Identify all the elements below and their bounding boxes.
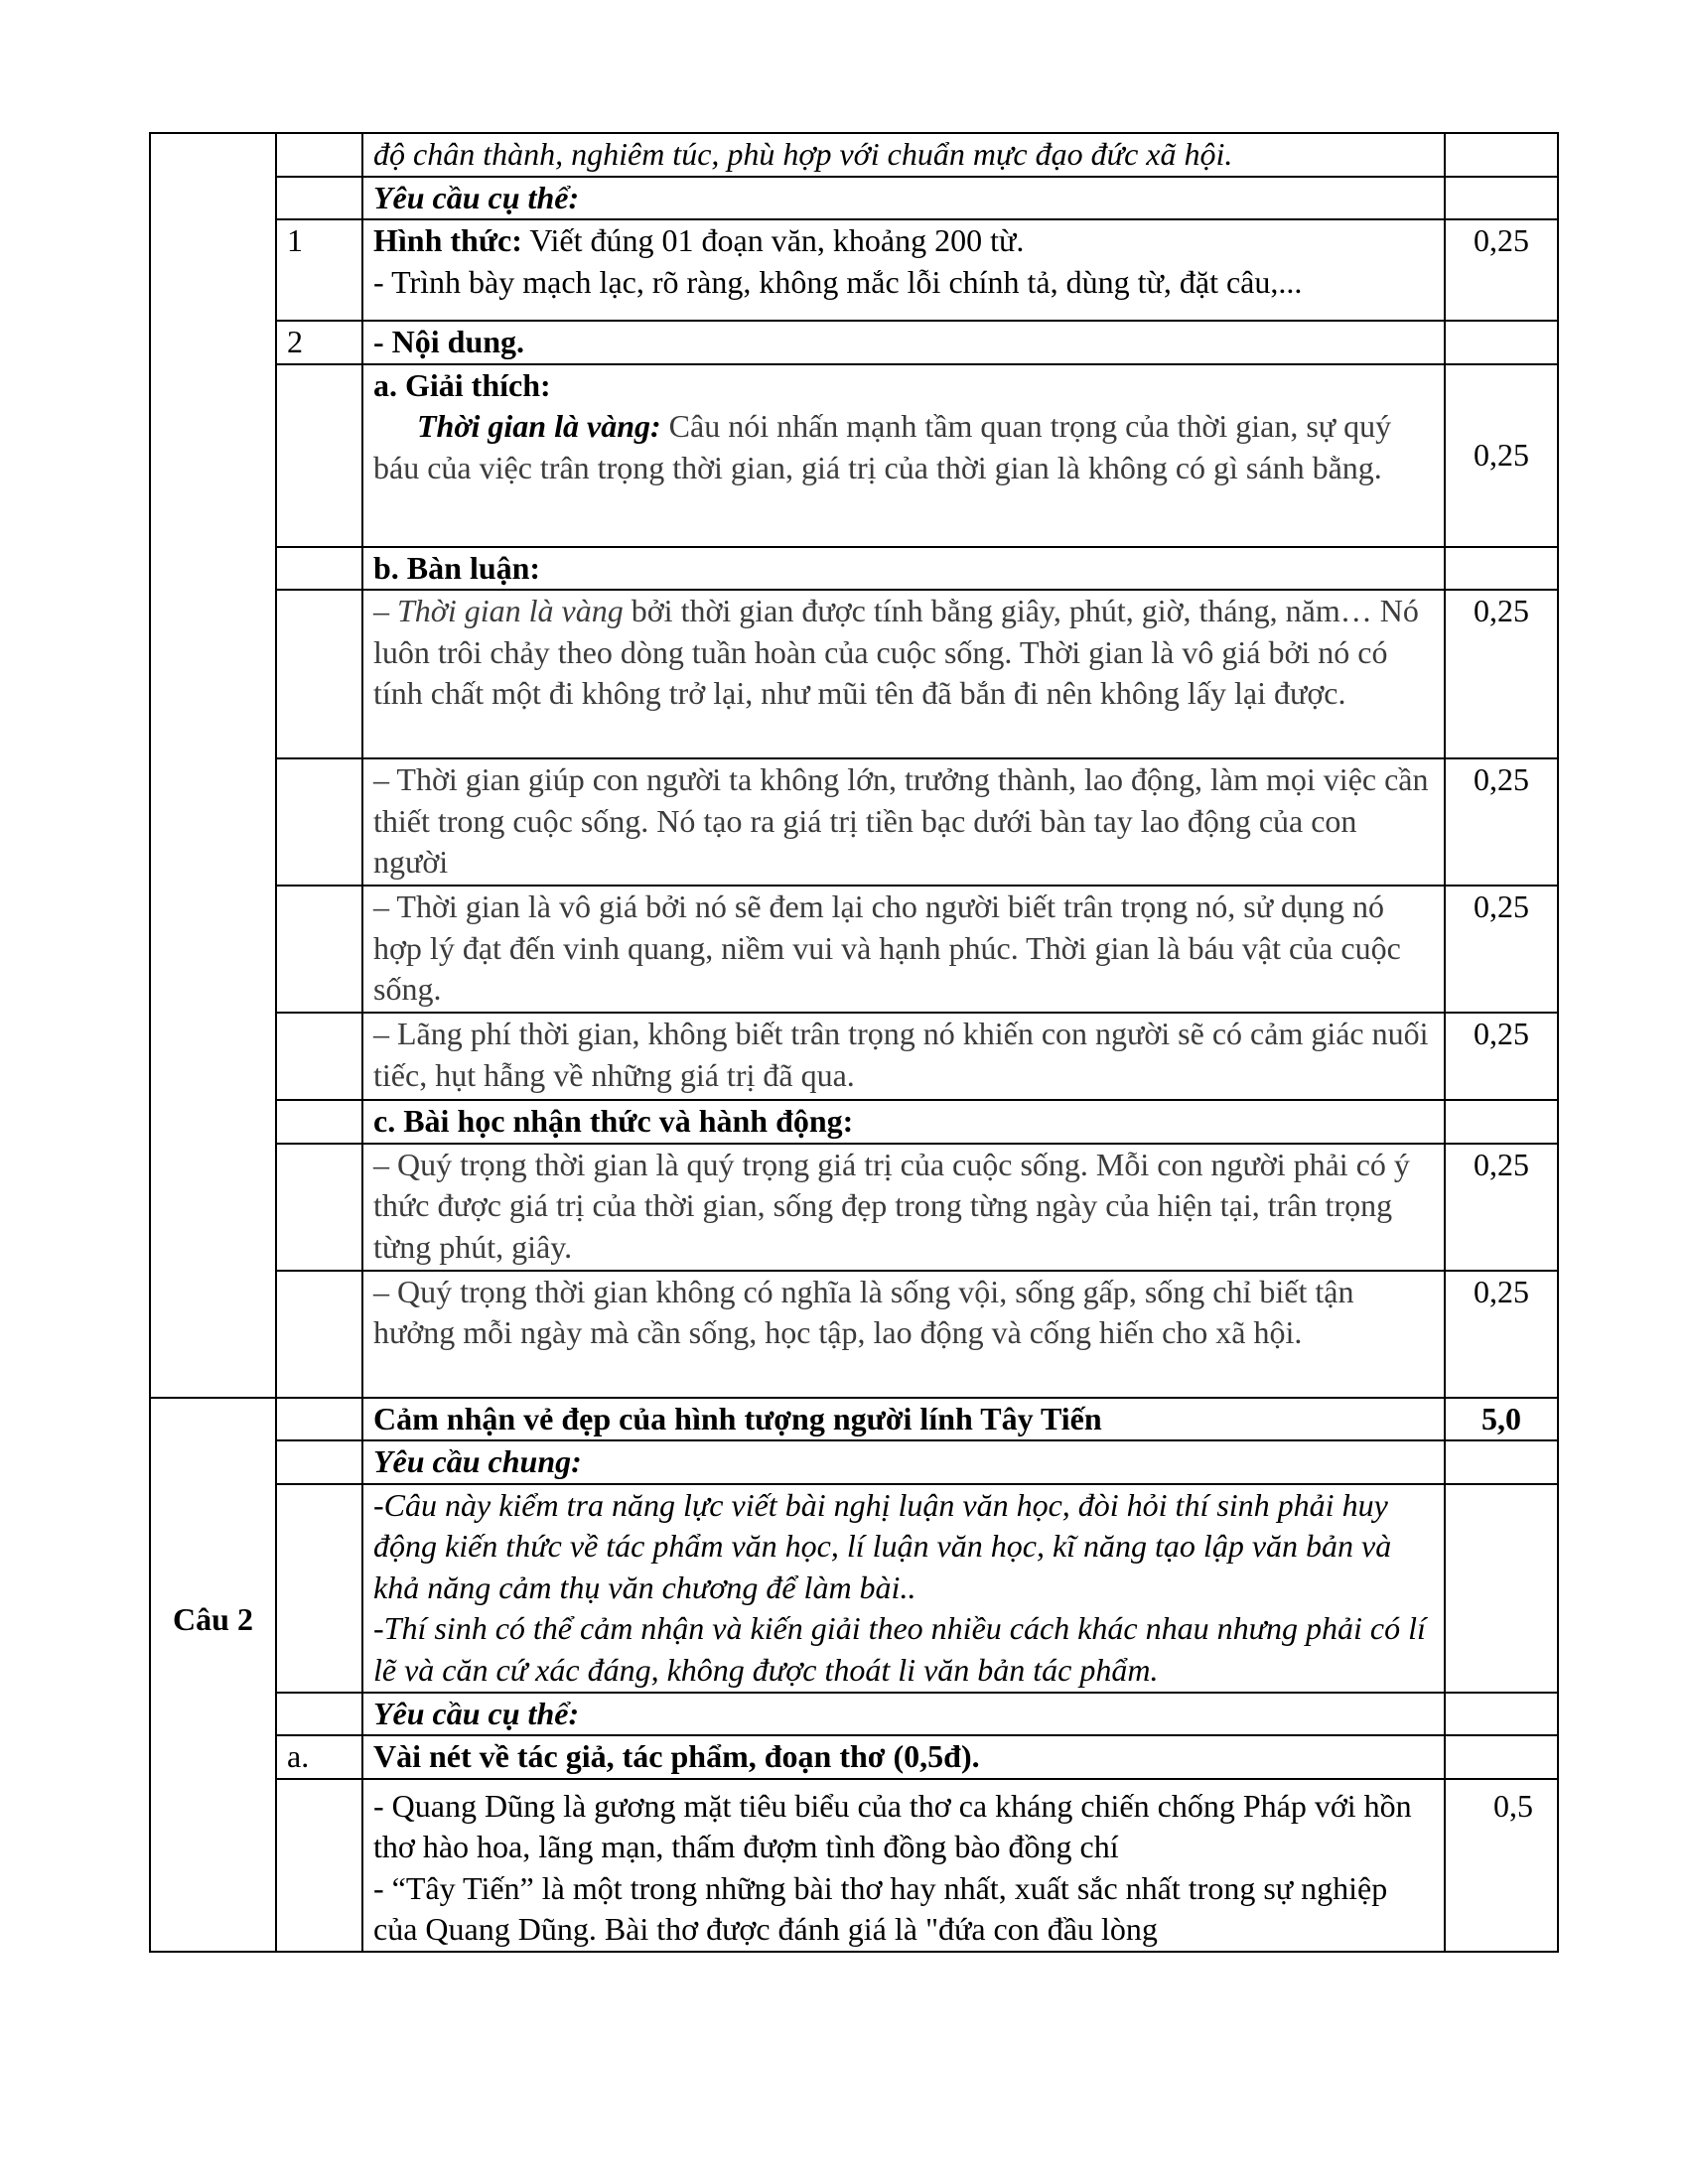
answer-key-page	[149, 132, 1557, 1953]
question-label: Câu 2	[173, 1600, 253, 1637]
table-row	[150, 1693, 1558, 1736]
score-cell	[1445, 1271, 1558, 1398]
dash: –	[373, 593, 397, 628]
content-cell	[362, 1271, 1445, 1398]
table-row	[150, 1484, 1558, 1693]
content-text: bởi thời gian được tính bằng giây, phút, giờ, tháng, năm… Nó luôn trôi chảy theo dòng tuần hoàn của cuộc sống. Thời gian là vô giá bởi nó có tính chất một đi không trở lại, như mũi tên đã bắn đi nên không lấy lại được.	[373, 593, 1419, 711]
number-cell	[276, 1398, 362, 1441]
score-cell	[1445, 547, 1558, 591]
section-heading: Yêu cầu chung:	[373, 1443, 582, 1479]
content-text: - Trình bày mạch lạc, rõ ràng, không mắc lỗi chính tả, dùng từ, đặt câu,...	[373, 263, 1303, 300]
number-cell	[276, 177, 362, 220]
section-heading: b. Bàn luận:	[373, 549, 541, 586]
score-cell	[1445, 1779, 1558, 1952]
content-cell	[362, 1440, 1445, 1484]
content-text: độ chân thành, nghiêm túc, phù hợp với chuẩn mực đạo đức xã hội.	[373, 136, 1233, 172]
content-cell	[362, 1693, 1445, 1736]
table-row	[150, 758, 1558, 886]
item-number: 1	[287, 222, 303, 258]
quote-phrase: Thời gian là vàng:	[417, 408, 661, 444]
content-cell	[362, 886, 1445, 1013]
score-cell	[1445, 133, 1558, 177]
score-cell	[1445, 321, 1558, 364]
content-cell	[362, 547, 1445, 591]
question-title: Cảm nhận vẻ đẹp của hình tượng người lính Tây Tiến	[373, 1400, 1102, 1436]
content-text: – Quý trọng thời gian là quý trọng giá trị của cuộc sống. Mỗi con người phải có ý thức được giá trị của thời gian, sống đẹp trong từng ngày của hiện tại, trân trọng từng phút, giây.	[373, 1146, 1410, 1265]
score-value: 5,0	[1481, 1400, 1521, 1436]
table-row	[150, 886, 1558, 1013]
section-heading: Yêu cầu cụ thể:	[373, 179, 580, 215]
number-cell	[276, 1779, 362, 1952]
score-cell	[1445, 219, 1558, 321]
score-cell	[1445, 177, 1558, 220]
content-text: Câu nói nhấn mạnh tầm quan trọng của thời gian, sự quý báu của việc trân trọng thời gian, giá trị của thời gian là không có gì sánh bằng.	[373, 408, 1392, 485]
form-heading: Hình thức:	[373, 222, 522, 258]
score-value: 0,25	[1474, 1146, 1529, 1182]
score-cell	[1445, 1440, 1558, 1484]
number-cell	[276, 590, 362, 758]
number-cell	[276, 1440, 362, 1484]
score-cell	[1445, 1735, 1558, 1779]
section-heading: Yêu cầu cụ thể:	[373, 1695, 580, 1731]
score-cell	[1445, 1144, 1558, 1271]
score-value: 0,25	[1474, 222, 1529, 258]
score-cell	[1445, 1013, 1558, 1100]
score-value: 0,25	[1474, 888, 1529, 924]
score-value: 0,25	[1474, 761, 1529, 797]
score-cell	[1445, 886, 1558, 1013]
section-heading: c. Bài học nhận thức và hành động:	[373, 1103, 854, 1139]
content-text: -Câu này kiểm tra năng lực viết bài nghị luận văn học, đòi hỏi thí sinh phải huy động kiến thức về tác phẩm văn học, lí luận văn học, kĩ năng tạo lập văn bản và khả năng cảm thụ văn chương để làm bài..	[373, 1486, 1392, 1605]
content-cell	[362, 758, 1445, 886]
question-cell-1	[150, 133, 276, 1398]
content-text: Viết đúng 01 đoạn văn, khoảng 200 từ.	[521, 222, 1025, 258]
content-cell	[362, 219, 1445, 321]
content-text: – Thời gian giúp con người ta không lớn, trưởng thành, lao động, làm mọi việc cần thiết trong cuộc sống. Nó tạo ra giá trị tiền bạc dưới bàn tay lao động của con người	[373, 761, 1429, 880]
number-cell	[276, 758, 362, 886]
number-cell	[276, 1013, 362, 1100]
item-number: a.	[287, 1738, 310, 1774]
content-text: - Quang Dũng là gương mặt tiêu biểu của thơ ca kháng chiến chống Pháp với hồn thơ hào hoa, lãng mạn, thấm đượm tình đồng bào đồng chí	[373, 1787, 1412, 1864]
table-row	[150, 1779, 1558, 1952]
score-cell	[1445, 1484, 1558, 1693]
number-cell	[276, 1693, 362, 1736]
item-number: 2	[287, 324, 303, 359]
table-row	[150, 321, 1558, 364]
table-row	[150, 219, 1558, 321]
quote-phrase: Thời gian là vàng	[397, 593, 624, 628]
score-value: 0,25	[1474, 1273, 1529, 1309]
content-text: – Lãng phí thời gian, không biết trân trọng nó khiến con người sẽ có cảm giác nuối tiếc, hụt hẫng về những giá trị đã qua.	[373, 1016, 1429, 1093]
section-heading: a. Giải thích:	[373, 366, 551, 403]
content-text: -Thí sinh có thể cảm nhận và kiến giải theo nhiều cách khác nhau nhưng phải có lí lẽ và căn cứ xác đáng, không được thoát li văn bản tác phẩm.	[373, 1610, 1426, 1688]
score-value: 0,5	[1493, 1787, 1533, 1824]
score-cell	[1445, 590, 1558, 758]
number-cell	[276, 1735, 362, 1779]
table-row	[150, 1398, 1558, 1441]
score-cell	[1445, 758, 1558, 886]
number-cell	[276, 133, 362, 177]
content-cell	[362, 133, 1445, 177]
content-cell	[362, 1013, 1445, 1100]
content-cell	[362, 1484, 1445, 1693]
number-cell	[276, 547, 362, 591]
score-value: 0,25	[1474, 436, 1529, 473]
content-cell	[362, 321, 1445, 364]
table-row	[150, 1271, 1558, 1398]
question-cell-2	[150, 1398, 276, 1952]
table-row	[150, 364, 1558, 547]
number-cell	[276, 1100, 362, 1144]
score-cell	[1445, 1100, 1558, 1144]
number-cell	[276, 1484, 362, 1693]
number-cell	[276, 219, 362, 321]
content-cell	[362, 590, 1445, 758]
section-heading: Vài nét về tác giả, tác phẩm, đoạn thơ (0,5đ).	[373, 1738, 980, 1774]
score-cell	[1445, 1693, 1558, 1736]
number-cell	[276, 1144, 362, 1271]
content-cell	[362, 177, 1445, 220]
score-cell	[1445, 1398, 1558, 1441]
content-cell	[362, 1100, 1445, 1144]
table-row	[150, 1100, 1558, 1144]
number-cell	[276, 321, 362, 364]
score-value: 0,25	[1474, 593, 1529, 628]
number-cell	[276, 364, 362, 547]
content-text: - “Tây Tiến” là một trong những bài thơ hay nhất, xuất sắc nhất trong sự nghiệp của Quang Dũng. Bài thơ được đánh giá là "đứa con đầu lòng	[373, 1869, 1388, 1947]
content-cell	[362, 1735, 1445, 1779]
table-row	[150, 1440, 1558, 1484]
table-row	[150, 177, 1558, 220]
content-cell	[362, 1144, 1445, 1271]
table-row	[150, 1013, 1558, 1100]
answer-key-table	[149, 132, 1559, 1953]
content-cell	[362, 1779, 1445, 1952]
table-row	[150, 1735, 1558, 1779]
content-cell	[362, 364, 1445, 547]
number-cell	[276, 1271, 362, 1398]
table-row	[150, 590, 1558, 758]
content-text: – Thời gian là vô giá bởi nó sẽ đem lại cho người biết trân trọng nó, sử dụng nó hợp lý đạt đến vinh quang, niềm vui và hạnh phúc. Thời gian là báu vật của cuộc sống.	[373, 888, 1401, 1007]
table-row	[150, 133, 1558, 177]
content-text: – Quý trọng thời gian không có nghĩa là sống vội, sống gấp, sống chỉ biết tận hưởng mỗi ngày mà cần sống, học tập, lao động và cống hiến cho xã hội.	[373, 1273, 1354, 1350]
section-heading: - Nội dung.	[373, 324, 525, 359]
table-row	[150, 547, 1558, 591]
score-value: 0,25	[1474, 1016, 1529, 1051]
table-row	[150, 1144, 1558, 1271]
score-cell	[1445, 364, 1558, 547]
number-cell	[276, 886, 362, 1013]
content-cell	[362, 1398, 1445, 1441]
